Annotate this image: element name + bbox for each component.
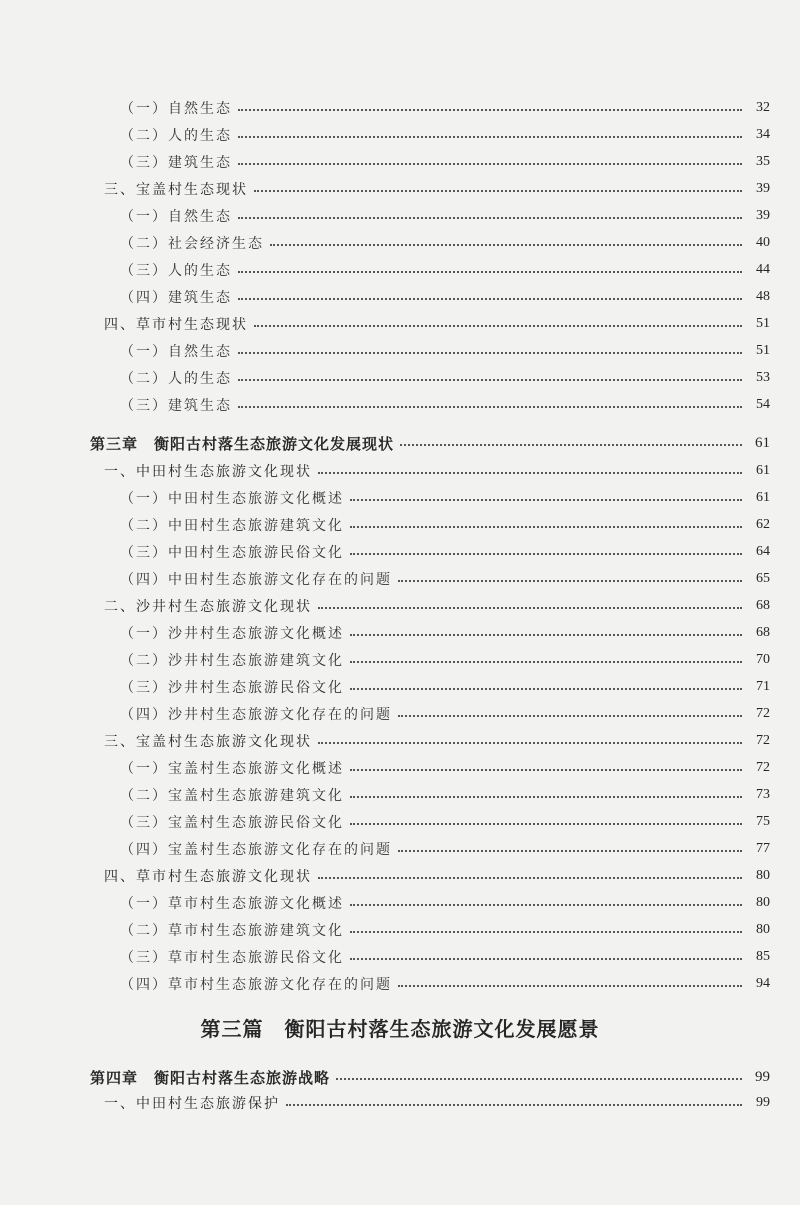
- toc-subsection: [0, 782, 800, 808]
- toc-subsection: [0, 620, 800, 646]
- toc-section: [0, 176, 800, 202]
- page-number: 62: [756, 517, 770, 532]
- dot-leader: [350, 661, 742, 663]
- page-number: 32: [756, 100, 770, 115]
- page-number: 99: [756, 1095, 770, 1110]
- dot-leader: [318, 877, 742, 879]
- entry-title: （三）中田村生态旅游民俗文化: [120, 545, 344, 561]
- entry-title: （二）中田村生态旅游建筑文化: [120, 518, 344, 534]
- entry-title: （一）沙井村生态旅游文化概述: [120, 626, 344, 642]
- page-number: 75: [756, 814, 770, 829]
- entry-title: （一）宝盖村生态旅游文化概述: [120, 761, 344, 777]
- toc-subsection: [0, 917, 800, 943]
- toc-subsection: [0, 203, 800, 229]
- toc-subsection: [0, 890, 800, 916]
- entry-title: （四）草市村生态旅游文化存在的问题: [120, 977, 392, 993]
- entry-title: （一）中田村生态旅游文化概述: [120, 491, 344, 507]
- toc-subsection: [0, 755, 800, 781]
- dot-leader: [286, 1104, 742, 1106]
- page-number: 54: [756, 397, 770, 412]
- page-number: 39: [756, 208, 770, 223]
- toc-chapter: [0, 430, 800, 456]
- toc-subsection: [0, 257, 800, 283]
- toc-subsection: [0, 122, 800, 148]
- dot-leader: [238, 109, 742, 111]
- toc-subsection: [0, 365, 800, 391]
- dot-leader: [238, 352, 742, 354]
- dot-leader: [350, 634, 742, 636]
- toc-section: [0, 728, 800, 754]
- entry-title: （一）自然生态: [120, 209, 232, 225]
- dot-leader: [238, 163, 742, 165]
- toc-subsection: [0, 485, 800, 511]
- entry-title: 第三章 衡阳古村落生态旅游文化发展现状: [90, 434, 395, 453]
- entry-title: （二）宝盖村生态旅游建筑文化: [120, 788, 344, 804]
- page-number: 77: [756, 841, 770, 856]
- entry-title: 四、草市村生态旅游文化现状: [104, 869, 312, 885]
- entry-title: （四）沙井村生态旅游文化存在的问题: [120, 707, 392, 723]
- dot-leader: [350, 553, 742, 555]
- dot-leader: [238, 136, 742, 138]
- dot-leader: [350, 688, 742, 690]
- toc-section: [0, 311, 800, 337]
- entry-title: （三）沙井村生态旅游民俗文化: [120, 680, 344, 696]
- entry-title: （三）宝盖村生态旅游民俗文化: [120, 815, 344, 831]
- toc-subsection: [0, 539, 800, 565]
- entry-title: （三）建筑生态: [120, 155, 232, 171]
- dot-leader: [350, 499, 742, 501]
- dot-leader: [350, 796, 742, 798]
- dot-leader: [336, 1078, 742, 1080]
- dot-leader: [238, 298, 742, 300]
- page-number: 53: [756, 370, 770, 385]
- toc-section: [0, 1090, 800, 1116]
- entry-title: 一、中田村生态旅游文化现状: [104, 464, 312, 480]
- entry-title: 二、沙井村生态旅游文化现状: [104, 599, 312, 615]
- toc-subsection: [0, 149, 800, 175]
- entry-title: （二）沙井村生态旅游建筑文化: [120, 653, 344, 669]
- entry-title: （四）中田村生态旅游文化存在的问题: [120, 572, 392, 588]
- entry-title: 一、中田村生态旅游保护: [104, 1096, 280, 1112]
- toc-subsection: [0, 95, 800, 121]
- page-number: 99: [755, 1068, 770, 1085]
- dot-leader: [400, 444, 742, 446]
- page-number: 72: [756, 760, 770, 775]
- page-number: 51: [756, 316, 770, 331]
- entry-title: 第四章 衡阳古村落生态旅游战略: [90, 1068, 331, 1087]
- dot-leader: [398, 715, 742, 717]
- dot-leader: [318, 607, 742, 609]
- dot-leader: [398, 985, 742, 987]
- toc-subsection: [0, 512, 800, 538]
- page-number: 48: [756, 289, 770, 304]
- page-number: 80: [756, 922, 770, 937]
- page-number: 39: [756, 181, 770, 196]
- toc-section: [0, 593, 800, 619]
- dot-leader: [350, 769, 742, 771]
- dot-leader: [350, 526, 742, 528]
- dot-leader: [270, 244, 742, 246]
- toc-subsection: [0, 674, 800, 700]
- entry-title: 三、宝盖村生态现状: [104, 182, 248, 198]
- entry-title: （一）草市村生态旅游文化概述: [120, 896, 344, 912]
- page-number: 61: [756, 463, 770, 478]
- entry-title: （一）自然生态: [120, 344, 232, 360]
- dot-leader: [398, 580, 742, 582]
- entry-title: （二）社会经济生态: [120, 236, 264, 252]
- page-number: 68: [756, 625, 770, 640]
- dot-leader: [350, 931, 742, 933]
- toc-subsection: [0, 971, 800, 997]
- toc-subsection: [0, 647, 800, 673]
- page-number: 80: [756, 895, 770, 910]
- dot-leader: [238, 379, 742, 381]
- page-number: 64: [756, 544, 770, 559]
- entry-title: （二）草市村生态旅游建筑文化: [120, 923, 344, 939]
- entry-title: （四）宝盖村生态旅游文化存在的问题: [120, 842, 392, 858]
- toc-subsection: [0, 230, 800, 256]
- toc-chapter: [0, 1064, 800, 1090]
- dot-leader: [398, 850, 742, 852]
- entry-title: （二）人的生态: [120, 128, 232, 144]
- page-number: 65: [756, 571, 770, 586]
- page-number: 35: [756, 154, 770, 169]
- dot-leader: [350, 823, 742, 825]
- dot-leader: [238, 406, 742, 408]
- toc-subsection: [0, 338, 800, 364]
- entry-title: （三）草市村生态旅游民俗文化: [120, 950, 344, 966]
- page-number: 72: [756, 706, 770, 721]
- page-number: 68: [756, 598, 770, 613]
- toc-section: [0, 863, 800, 889]
- dot-leader: [254, 190, 742, 192]
- page-number: 34: [756, 127, 770, 142]
- entry-title: （三）建筑生态: [120, 398, 232, 414]
- page-number: 70: [756, 652, 770, 667]
- part-heading: 第三篇 衡阳古村落生态旅游文化发展愿景: [200, 1017, 600, 1041]
- entry-title: 三、宝盖村生态旅游文化现状: [104, 734, 312, 750]
- page-number: 51: [756, 343, 770, 358]
- entry-title: （二）人的生态: [120, 371, 232, 387]
- toc-subsection: [0, 284, 800, 310]
- dot-leader: [318, 472, 742, 474]
- page-number: 72: [756, 733, 770, 748]
- entry-title: （三）人的生态: [120, 263, 232, 279]
- page-number: 44: [756, 262, 770, 277]
- page-number: 85: [756, 949, 770, 964]
- entry-title: 四、草市村生态现状: [104, 317, 248, 333]
- page-number: 40: [756, 235, 770, 250]
- dot-leader: [350, 904, 742, 906]
- dot-leader: [350, 958, 742, 960]
- entry-title: （一）自然生态: [120, 101, 232, 117]
- dot-leader: [238, 217, 742, 219]
- entry-title: （四）建筑生态: [120, 290, 232, 306]
- dot-leader: [254, 325, 742, 327]
- toc-subsection: [0, 701, 800, 727]
- page-number: 71: [756, 679, 770, 694]
- dot-leader: [318, 742, 742, 744]
- dot-leader: [238, 271, 742, 273]
- toc-subsection: [0, 566, 800, 592]
- page-number: 80: [756, 868, 770, 883]
- toc-subsection: [0, 392, 800, 418]
- toc-section: [0, 458, 800, 484]
- page-number: 73: [756, 787, 770, 802]
- page-number: 94: [756, 976, 770, 991]
- toc-subsection: [0, 836, 800, 862]
- page-number: 61: [756, 490, 770, 505]
- toc-subsection: [0, 809, 800, 835]
- toc-subsection: [0, 944, 800, 970]
- page-number: 61: [755, 434, 770, 451]
